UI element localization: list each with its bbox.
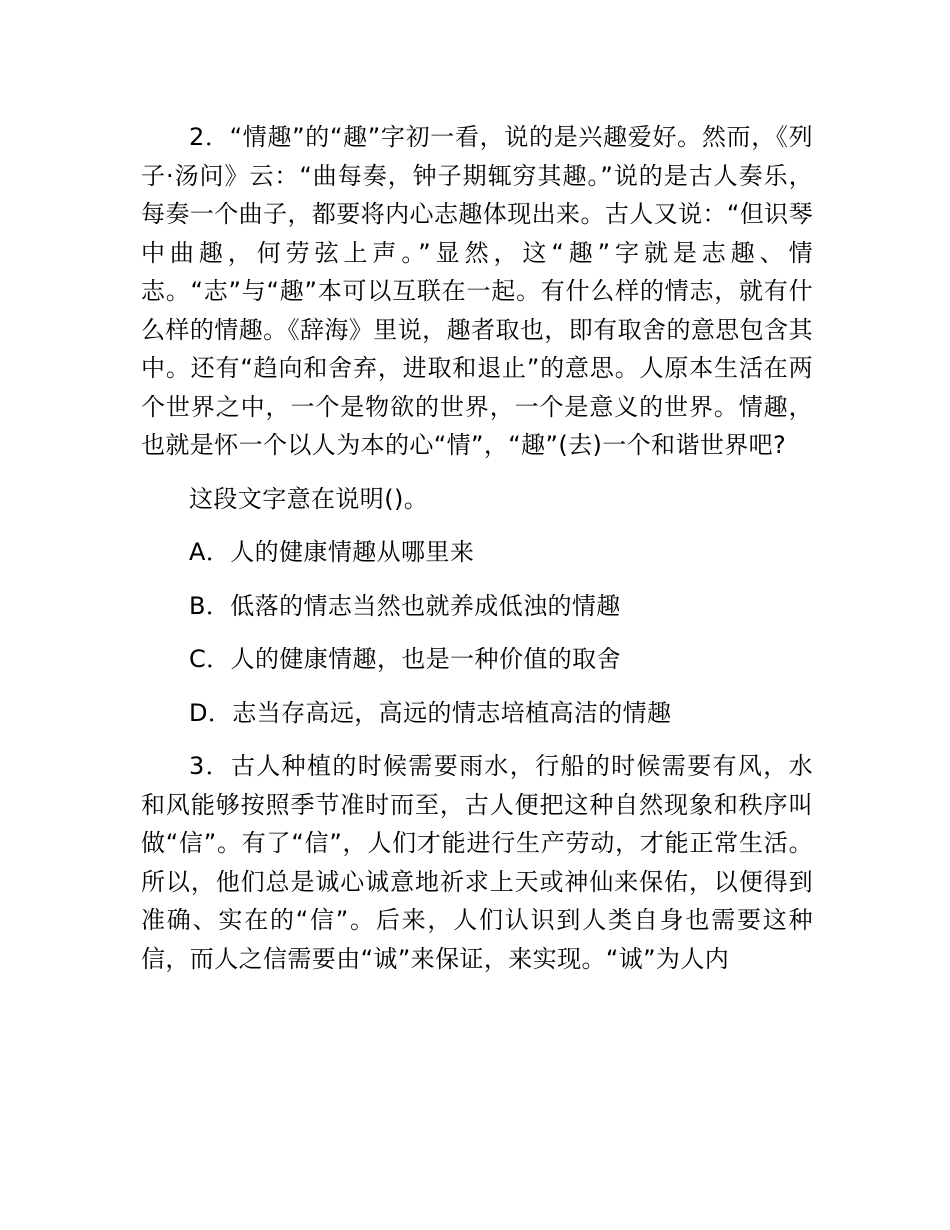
question-3-passage: 3．古人种植的时候需要雨水，行船的时候需要有风，水和风能够按照季节准时而至，古人便把这种自然现象和秩序叫做“信”。有了“信”，人们才能进行生产劳动，才能正常生活。所以，他们总是诚心诚意地祈求上天或神仙来保佑，以便得到准确、实在的“信”。后来，人们认识到人类自身也需要这种信，而人之信需要由“诚”来保证，来实现。“诚”为人内: [141, 752, 813, 973]
option-a: A．人的健康情趣从哪里来: [189, 538, 475, 566]
option-b: B．低落的情志当然也就养成低浊的情趣: [189, 591, 621, 620]
question-2-passage: 2．“情趣”的“趣”字初一看，说的是兴趣爱好。然而，《列子·汤问》云：“曲每奏，钟子期辄穷其趣。”说的是古人奏乐，每奏一个曲子，都要将内心志趣体现出来。古人又说：“但识琴中曲趣，何劳弦上声。”显然，这“趣”字就是志趣、情志。“志”与“趣”本可以互联在一起。有什么样的情志，就有什么样的情趣。《辞海》里说，趣者取也，即有取舍的意思包含其中。还有“趋向和舍弃，进取和退止”的意思。人原本生活在两个世界之中，一个是物欲的世界，一个是意义的世界。情趣，也就是怀一个以人为本的心“情”，“趣”(去)一个和谐世界吧?: [141, 123, 813, 459]
document-body: [141, 118, 813, 978]
option-c: C．人的健康情趣，也是一种价值的取舍: [189, 645, 621, 673]
option-d: D．志当存高远，高远的情志培植高洁的情趣: [189, 698, 672, 727]
question-2-prompt: 这段文字意在说明()。: [189, 484, 429, 513]
